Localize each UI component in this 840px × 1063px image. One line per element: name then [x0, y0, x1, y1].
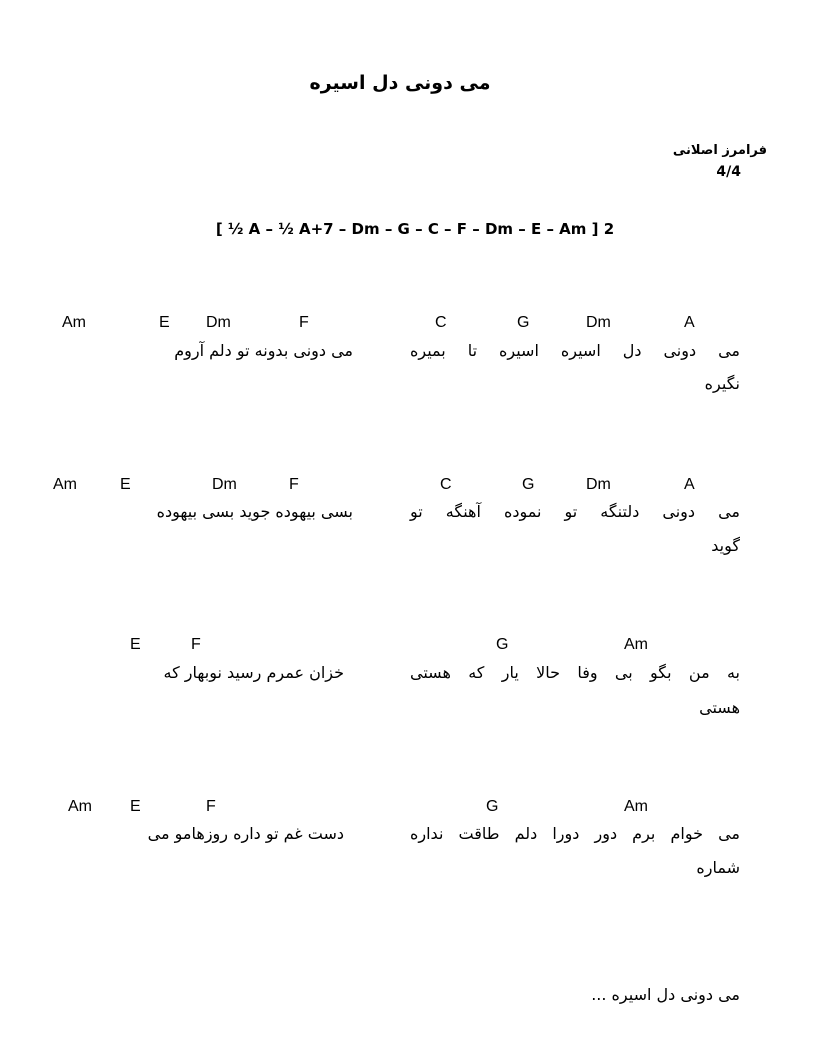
chord: Am — [53, 476, 77, 493]
chord: G — [496, 636, 509, 653]
lyric-line: می خوام برم دور دورا دلم طاقت نداره — [410, 824, 740, 843]
outro-line: می دونی دل اسیره ... — [591, 985, 740, 1004]
lyric-line-wrap: نگیره — [704, 374, 740, 393]
chord: Am — [62, 314, 86, 331]
chord: Dm — [586, 314, 611, 331]
lyric-line: دست غم تو داره روزهامو می — [147, 824, 344, 843]
chord: Dm — [586, 476, 611, 493]
chord: C — [435, 314, 447, 331]
chord: E — [130, 636, 141, 653]
chord: Am — [68, 798, 92, 815]
chord: Am — [624, 636, 648, 653]
time-signature: 4/4 — [716, 164, 741, 180]
chord: E — [120, 476, 131, 493]
lyric-line-wrap: شماره — [696, 858, 740, 877]
chord: G — [522, 476, 535, 493]
chord: Dm — [206, 314, 231, 331]
chord: E — [130, 798, 141, 815]
chord: F — [191, 636, 201, 653]
chord: A — [684, 476, 695, 493]
chord: Am — [624, 798, 648, 815]
composer-name: فرامرز اصلانی — [672, 143, 767, 158]
chord: G — [517, 314, 530, 331]
chord: Dm — [212, 476, 237, 493]
chord: A — [684, 314, 695, 331]
chord: F — [206, 798, 216, 815]
lyric-line: می دونی بدونه تو دلم آروم — [174, 341, 353, 360]
lyric-line: بسی بیهوده جوید بسی بیهوده — [156, 502, 353, 521]
song-title: می دونی دل اسیره — [309, 72, 491, 94]
intro-progression: [ ½ A – ½ A+7 – Dm – G – C – F – Dm – E – Am ] 2 — [215, 220, 615, 238]
chord: E — [159, 314, 170, 331]
chord: C — [440, 476, 452, 493]
chord: F — [289, 476, 299, 493]
lyric-line-wrap: هستی — [699, 698, 740, 717]
lyric-line: می دونی دل اسیره اسیره تا بمیره — [410, 341, 740, 360]
chord: G — [486, 798, 499, 815]
lyric-line-wrap: گوید — [711, 536, 740, 555]
lyric-line: می دونی دلتنگه تو نموده آهنگه تو — [410, 502, 740, 521]
lyric-line: به من بگو بی وفا حالا یار که هستی — [410, 663, 740, 682]
chord: F — [299, 314, 309, 331]
lyric-line: خزان عمرم رسید نوبهار که — [163, 663, 344, 682]
